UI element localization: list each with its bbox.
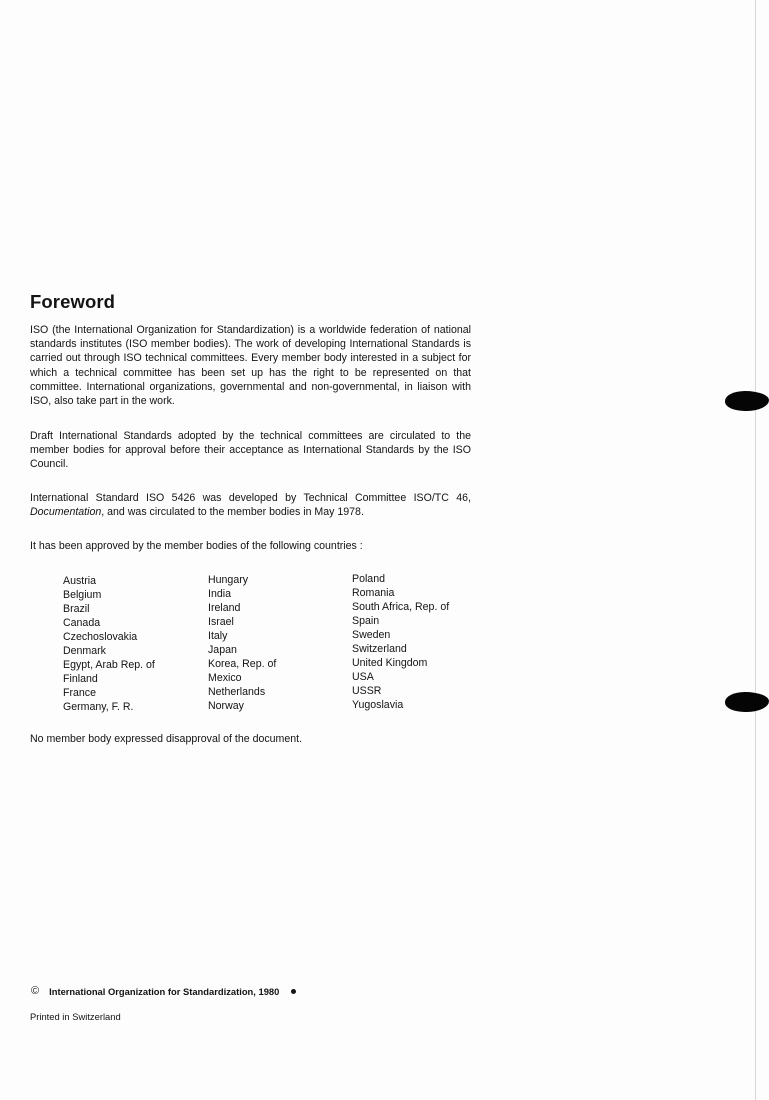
country-name: Sweden: [352, 629, 391, 641]
country-name: Switzerland: [352, 643, 407, 655]
punch-hole-mark: [725, 391, 769, 411]
country-name: Egypt, Arab Rep. of: [63, 659, 155, 671]
country-name: India: [208, 588, 231, 600]
printed-location: Printed in Switzerland: [30, 1011, 121, 1022]
country-name: Austria: [63, 575, 96, 587]
country-name: South Africa, Rep. of: [352, 601, 450, 613]
country-column-1: [63, 572, 208, 714]
country-name: Ireland: [208, 602, 241, 614]
bullet-dot-icon: [291, 989, 296, 994]
country-name: Romania: [352, 587, 395, 599]
country-name: United Kingdom: [352, 657, 428, 669]
country-name: Norway: [208, 700, 244, 712]
country-name: USA: [352, 671, 374, 683]
page-edge-line: [755, 0, 756, 1100]
country-name: Korea, Rep. of: [208, 658, 277, 670]
standard-origin-text-end: , and was circulated to the member bodies in May 1978.: [101, 506, 364, 519]
country-name: Finland: [63, 673, 98, 685]
country-name: Czechoslovakia: [63, 631, 138, 643]
standard-origin-text: International Standard ISO 5426 was developed by Technical Committee ISO/TC 46,: [30, 492, 471, 504]
country-name: Hungary: [208, 574, 249, 586]
country-name: Italy: [208, 630, 228, 642]
country-name: Spain: [352, 615, 380, 627]
country-column-3: [352, 572, 492, 714]
country-name: Germany, F. R.: [63, 701, 134, 713]
copyright-line: [31, 985, 296, 997]
paragraph-iso-intro: ISO (the International Organization for Standardization) is a worldwide federation of national standards institutes (ISO member bodies). The work of developing International Standards is carried out through ISO technical committees. Every member body interested in a subject for which a technical committee has been set up has the right to be represented on that committee. International organizations, governmental and non-governmental, in liaison with ISO, also take part in the work.: [30, 324, 471, 408]
country-name: Israel: [208, 616, 234, 628]
country-name: Brazil: [63, 603, 90, 615]
country-name: Canada: [63, 617, 101, 629]
country-column-2: [208, 572, 352, 714]
paragraph-approval: It has been approved by the member bodies of the following countries :: [30, 540, 363, 552]
country-name: Poland: [352, 573, 385, 585]
country-name: Belgium: [63, 589, 102, 601]
country-name: Yugoslavia: [352, 699, 404, 711]
country-name: France: [63, 687, 96, 699]
country-name: Mexico: [208, 672, 242, 684]
paragraph-no-disapproval: No member body expressed disapproval of the document.: [30, 733, 303, 745]
page-title: Foreword: [30, 291, 116, 312]
copyright-symbol: ©: [31, 985, 40, 997]
paragraph-standard-origin: [30, 491, 471, 519]
country-list: [63, 572, 492, 714]
country-name: Netherlands: [208, 686, 266, 698]
country-name: Denmark: [63, 645, 106, 657]
committee-name: Documentation: [30, 506, 102, 519]
copyright-text: International Organization for Standardization, 1980: [49, 985, 280, 997]
punch-hole-mark: [725, 692, 769, 712]
country-name: USSR: [352, 685, 382, 697]
country-name: Japan: [208, 644, 237, 656]
paragraph-draft-standards: Draft International Standards adopted by the technical committees are circulated to the member bodies for approval before their acceptance as International Standards by the ISO Council.: [30, 430, 471, 471]
